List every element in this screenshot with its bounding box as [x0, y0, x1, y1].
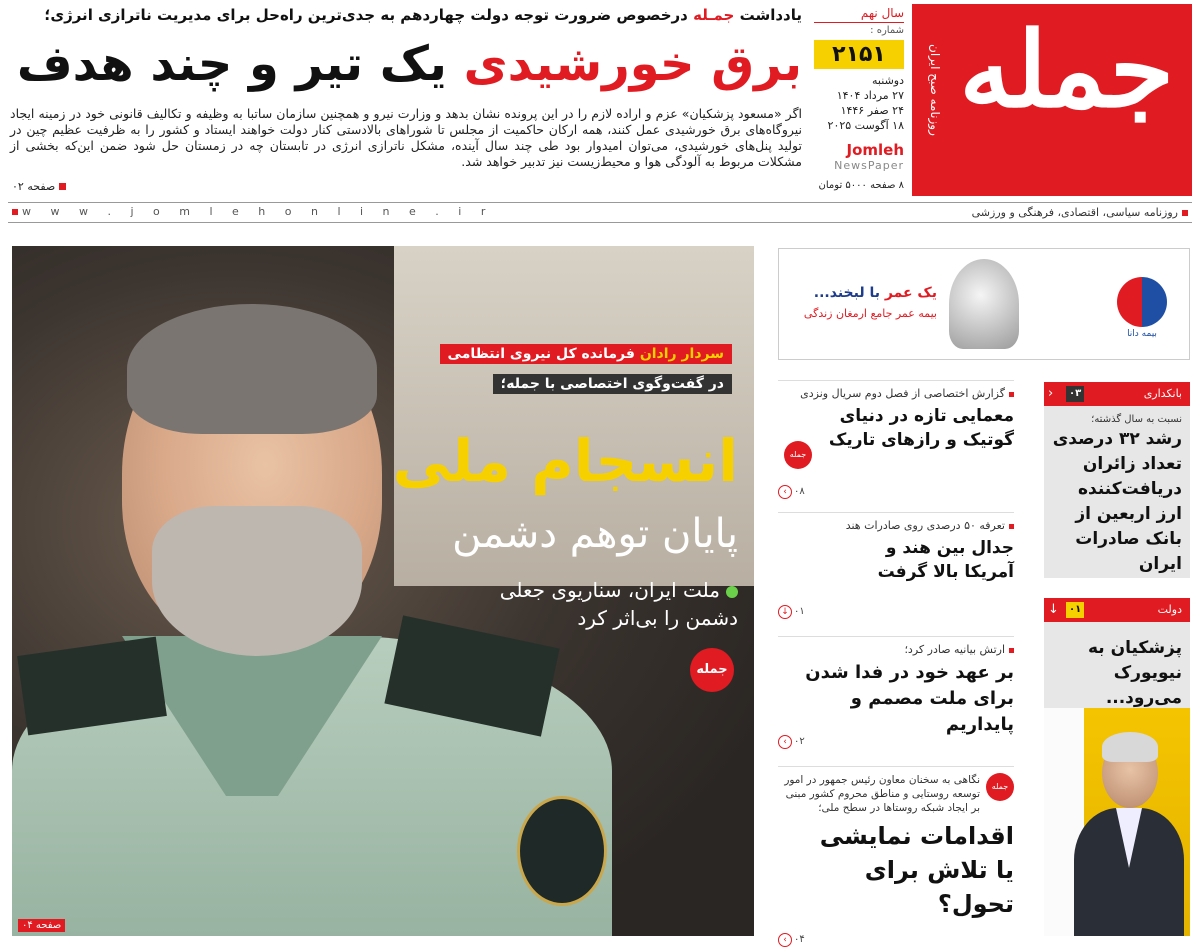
- card-page-number: ۰۳: [1066, 386, 1084, 402]
- divider: [8, 202, 1192, 203]
- insurance-logo-icon: [1117, 277, 1167, 327]
- page-number: ۰۸: [794, 486, 805, 497]
- hero-label-commander: [440, 344, 732, 364]
- police-badge-icon: [517, 796, 607, 906]
- headline-black: یک تیر و چند هدف: [16, 36, 447, 92]
- hero-subtitle[interactable]: پایان توهم دشمن: [452, 511, 738, 557]
- story-title: بر عهد خود در فدا شدن برای ملت مصمم و پایداریم: [805, 662, 1014, 735]
- hero-logo-icon: جمله: [690, 648, 734, 692]
- square-icon: [1009, 648, 1014, 653]
- story-page-ref[interactable]: [778, 735, 805, 749]
- date-gregorian: ۱۸ آگوست ۲۰۲۵: [827, 119, 904, 132]
- ad-slogan-rest: با لبخند...: [813, 285, 880, 301]
- green-dot-icon: [726, 586, 738, 598]
- brand-latin-sub: NewsPaper: [834, 159, 904, 172]
- card-banking[interactable]: [1044, 382, 1190, 578]
- square-icon: [59, 183, 66, 190]
- square-icon: [1182, 210, 1188, 216]
- square-icon: [1009, 524, 1014, 529]
- story-page-ref[interactable]: [778, 933, 805, 947]
- arrow-down-icon: ↓: [778, 605, 792, 619]
- headline-red: برق خورشیدی: [463, 36, 802, 92]
- masthead-logo[interactable]: [912, 4, 1192, 196]
- arrow-left-icon[interactable]: ‹: [1048, 386, 1054, 401]
- date-lunar: ۲۴ صفر ۱۴۴۶: [840, 104, 904, 117]
- story-kicker: نگاهی به سخنان معاون رئیس جمهور در امور توسعه روستایی و مناطق محروم کشور مبنی بر ایجاد شبکه روستاها در سطح ملی؛: [784, 774, 980, 814]
- card-section: بانکداری: [1143, 387, 1182, 400]
- arrow-left-icon: ‹: [778, 933, 792, 947]
- story-kicker: گزارش اختصاصی از فصل دوم سریال ونزدی: [800, 387, 1005, 400]
- arrow-left-icon: ‹: [778, 735, 792, 749]
- brand-latin: Jomleh: [846, 141, 904, 159]
- president-photo: [1044, 708, 1190, 936]
- issue-label: شماره :: [870, 25, 904, 36]
- page-number: ۰۴: [794, 934, 805, 945]
- dot-icon: [12, 209, 18, 215]
- card-title: رشد ۳۲ درصدی تعداد زائران دریافت‌کننده ارز اربعین از بانک صادرات ایران: [1052, 429, 1182, 574]
- story-army[interactable]: [778, 636, 1014, 754]
- hero-label-role: فرمانده کل نیروی انتظامی: [447, 346, 635, 362]
- top-story-page-ref[interactable]: [12, 180, 66, 193]
- story-title: معمایی تازه در دنیای گوتیک و رازهای تاریک: [828, 406, 1014, 450]
- kicker-brand: جمـله: [693, 6, 735, 24]
- hero-bullet-line2: دشمن را بی‌اثر کرد: [577, 606, 738, 630]
- card-section-head: [1044, 382, 1190, 406]
- hero-bullet: [500, 576, 738, 632]
- top-story-headline[interactable]: [10, 30, 802, 98]
- issue-info: [814, 6, 904, 196]
- story-page-ref[interactable]: [778, 485, 805, 499]
- year-label: سال نهم: [814, 6, 904, 23]
- snow-globe-icon: [949, 259, 1019, 349]
- story-gothic[interactable]: [778, 380, 1014, 498]
- date-solar: ۲۷ مرداد ۱۴۰۴: [836, 89, 904, 102]
- subtitle-text: روزنامه سیاسی، اقتصادی، فرهنگی و ورزشی: [971, 206, 1178, 219]
- hero-photo-hair: [127, 304, 377, 434]
- hero-label-name: سردار رادان: [639, 346, 724, 362]
- arrow-left-icon: ‹: [778, 485, 792, 499]
- issue-number: ۲۱۵۱: [814, 40, 904, 69]
- logo-wordmark: جمله: [959, 8, 1174, 131]
- hero-bullet-line1: ملت ایران، سناریوی جعلی: [499, 578, 720, 602]
- price: ۸ صفحه ۵۰۰۰ تومان: [818, 180, 904, 191]
- hero-story[interactable]: [12, 246, 754, 936]
- story-page-ref[interactable]: [778, 605, 805, 619]
- ad-slogan-red: یک عمر: [884, 285, 937, 301]
- card-government[interactable]: [1044, 598, 1190, 936]
- hero-page-ref[interactable]: صفحه ۰۴: [18, 919, 65, 932]
- site-url-text: w w w . j o m l e h o n l i n e . i r: [22, 205, 494, 218]
- story-title: جدال بین هند و آمریکا بالا گرفت: [877, 538, 1014, 582]
- card-section-head: [1044, 598, 1190, 622]
- kicker-text: درخصوص ضرورت توجه دولت چهاردهم به جدی‌ترین راه‌حل برای مدیریت ناترازی انرژی؛: [44, 6, 688, 24]
- hero-title[interactable]: انسجام ملی: [392, 427, 738, 495]
- photo-hair: [1102, 732, 1158, 762]
- hero-label-interview: در گفت‌وگوی اختصاصی با جمله؛: [493, 374, 732, 394]
- dates: [814, 73, 904, 133]
- story-kicker: تعرفه ۵۰ درصدی روی صادرات هند: [845, 519, 1005, 532]
- kicker-lead: یادداشت: [739, 6, 802, 24]
- hero-photo-beard: [152, 506, 362, 656]
- divider: [8, 222, 1192, 223]
- jomleh-logo-icon: جمله: [784, 441, 812, 469]
- jomleh-logo-icon: جمله: [986, 773, 1014, 801]
- editorial-text: اگر «مسعود پزشکیان» عزم و اراده لازم را در این پرونده نشان بدهد و وزارت نیرو و همچنین سازمان ساتبا به وظیفه و تکالیف قانونی خود در زمینه ایجاد نیروگاه‌های برق خورشیدی عمل کنند، همه ارکان حاکمیت از مجلس تا شوراهای بالادستی کنار دولت خواهند ایستاد و کشور را به ظرفیت عظیم چین در تولید پنل‌های خورشیدی، می‌توان امیدوار بود طی چند سال آینده، مشکل ناترازی انرژی در تابستان چه در زمستان حل شود ضمن این‌که بخشی از مشکلات مربوط به آلودگی هوا و محیط‌زیست نیز تدبیر خواهد شد.: [10, 106, 802, 169]
- card-page-number: ۰۱: [1066, 602, 1084, 618]
- page-ref-label: صفحه ۰۲: [12, 180, 56, 193]
- insurance-ad[interactable]: [778, 248, 1190, 360]
- date-weekday: دوشنبه: [872, 74, 904, 87]
- page-number: ۰۱: [794, 606, 805, 617]
- story-rural[interactable]: [778, 766, 1014, 946]
- logo-tagline: روزنامه صبح ایران: [928, 44, 942, 136]
- story-title: اقدامات نمایشی یا تلاش برای تحول؟: [819, 822, 1014, 918]
- card-kicker: نسبت به سال گذشته؛: [1091, 414, 1182, 425]
- square-icon: [1009, 392, 1014, 397]
- page-number: ۰۲: [794, 736, 805, 747]
- arrow-down-icon[interactable]: ↓: [1048, 602, 1059, 617]
- card-title: پزشکیان به نیویورک می‌رود...: [1087, 638, 1182, 708]
- story-india-us[interactable]: [778, 512, 1014, 624]
- ad-subtitle: بیمه عمر جامع ارمغان زندگی: [803, 307, 937, 320]
- insurance-brand: بیمه دانا: [1127, 329, 1157, 339]
- top-story-kicker: [10, 6, 802, 24]
- card-section: دولت: [1157, 603, 1182, 616]
- site-url[interactable]: [12, 205, 493, 218]
- paper-subtitle: [972, 206, 1188, 219]
- story-kicker: ارتش بیانیه صادر کرد؛: [904, 643, 1005, 656]
- ad-slogan: [814, 285, 937, 301]
